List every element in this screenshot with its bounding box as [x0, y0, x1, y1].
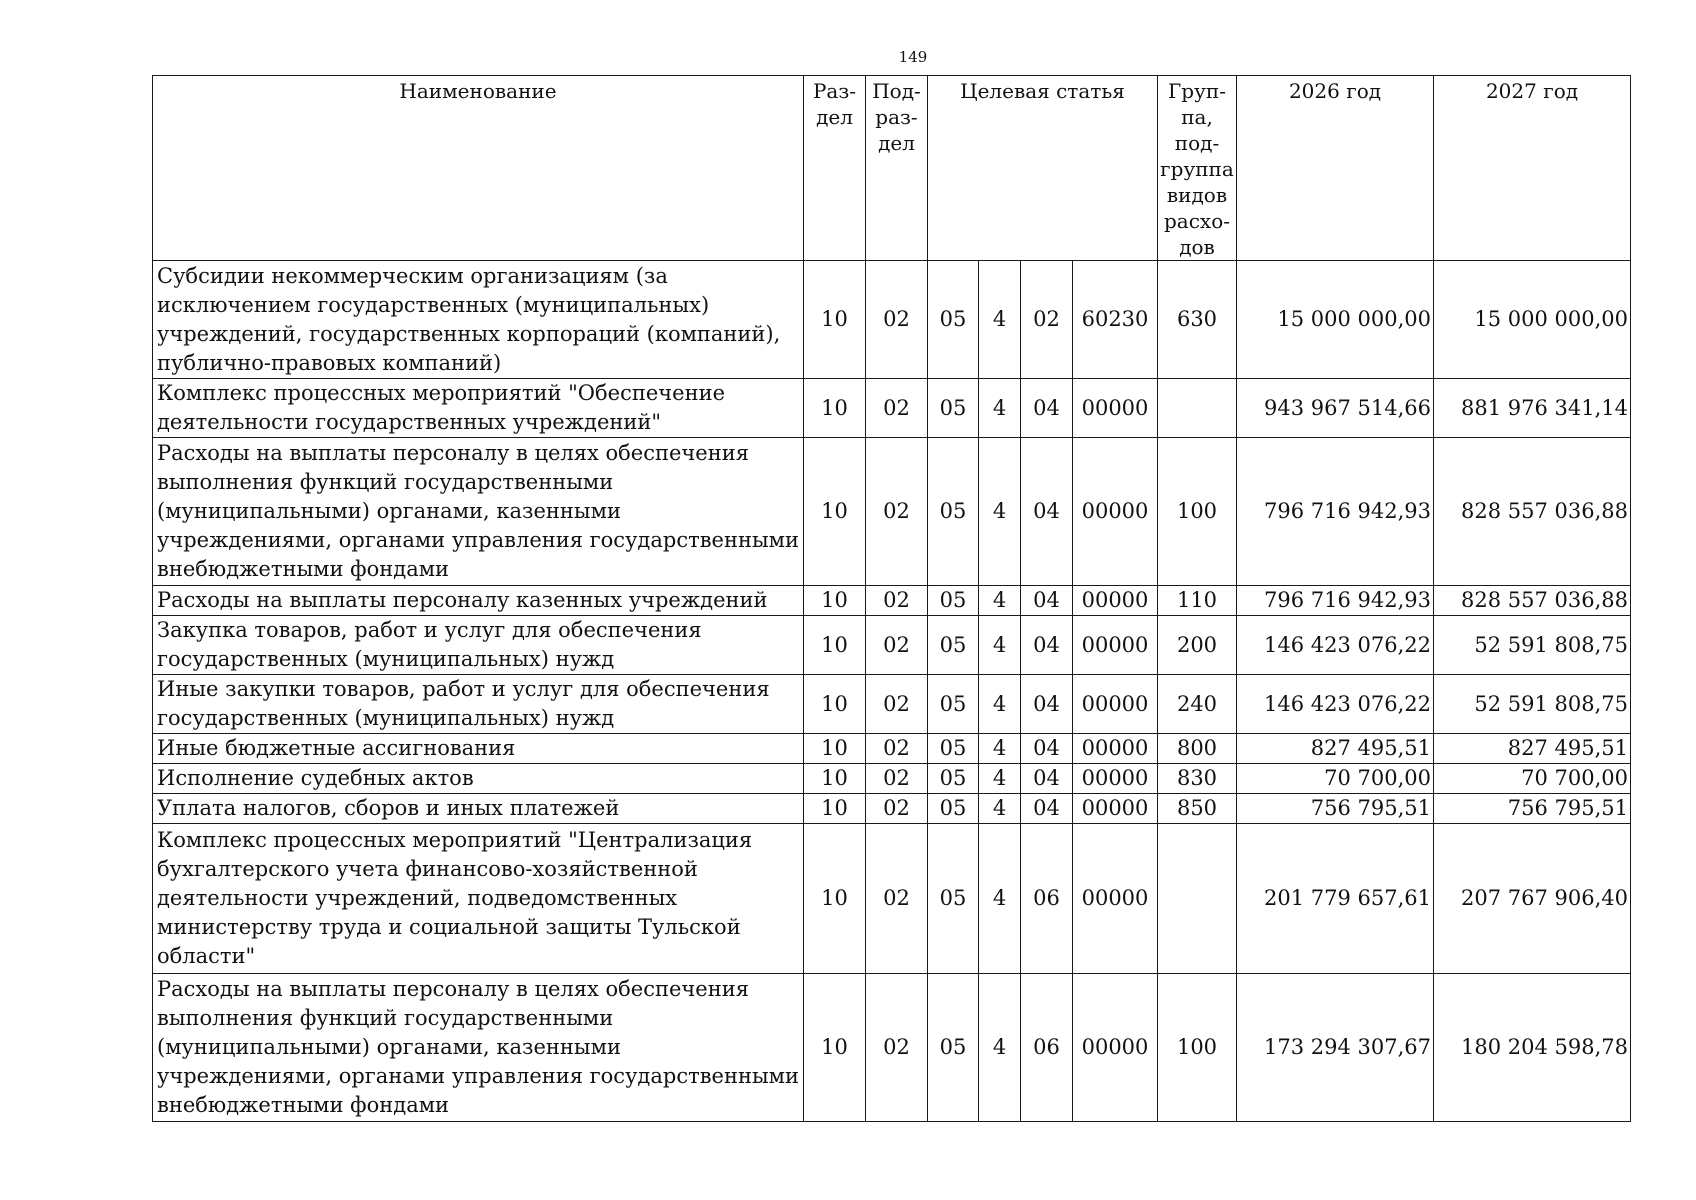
row-expense-group: 850 — [1158, 794, 1237, 824]
table-body — [153, 261, 1631, 1122]
row-target-type: 4 — [979, 794, 1021, 824]
row-target-program: 05 — [928, 261, 979, 379]
row-expense-group: 200 — [1158, 616, 1237, 675]
row-target-complex: 06 — [1021, 974, 1073, 1122]
row-target-complex: 02 — [1021, 261, 1073, 379]
row-subsection: 02 — [866, 734, 928, 764]
row-expense-group: 100 — [1158, 974, 1237, 1122]
row-expense-group: 240 — [1158, 675, 1237, 734]
row-amount-2026: 943 967 514,66 — [1237, 379, 1434, 438]
header-name: Наименование — [153, 76, 804, 261]
row-section: 10 — [804, 675, 866, 734]
row-target-complex: 06 — [1021, 824, 1073, 974]
row-target-program: 05 — [928, 824, 979, 974]
row-name: Комплекс процессных мероприятий "Централизация бухгалтерского учета финансово-хозяйственной деятельности учреждений, подведомственных министерству труда и социальной защиты Тульской области" — [153, 824, 804, 974]
row-amount-2026: 15 000 000,00 — [1237, 261, 1434, 379]
row-section: 10 — [804, 616, 866, 675]
row-amount-2026: 827 495,51 — [1237, 734, 1434, 764]
row-amount-2027: 52 591 808,75 — [1434, 675, 1631, 734]
row-section: 10 — [804, 379, 866, 438]
header-group: Груп- па, под- группа видов расхо- дов — [1158, 76, 1237, 261]
header-year-2026: 2026 год — [1237, 76, 1434, 261]
row-name: Закупка товаров, работ и услуг для обеспечения государственных (муниципальных) нужд — [153, 616, 804, 675]
row-target-program: 05 — [928, 734, 979, 764]
row-target-program: 05 — [928, 974, 979, 1122]
row-target-complex: 04 — [1021, 734, 1073, 764]
row-target-direction: 00000 — [1073, 824, 1158, 974]
row-name: Расходы на выплаты персоналу в целях обеспечения выполнения функций государственными (муниципальными) органами, казенными учреждениями, органами управления государственными внебюджетными фондами — [153, 974, 804, 1122]
row-target-direction: 00000 — [1073, 794, 1158, 824]
table-row — [153, 261, 1631, 379]
row-name: Иные бюджетные ассигнования — [153, 734, 804, 764]
row-amount-2027: 881 976 341,14 — [1434, 379, 1631, 438]
row-target-program: 05 — [928, 675, 979, 734]
header-row — [153, 76, 1631, 261]
table-row — [153, 974, 1631, 1122]
row-section: 10 — [804, 586, 866, 616]
table-row — [153, 379, 1631, 438]
row-expense-group: 110 — [1158, 586, 1237, 616]
row-name: Исполнение судебных актов — [153, 764, 804, 794]
row-target-complex: 04 — [1021, 379, 1073, 438]
row-amount-2026: 796 716 942,93 — [1237, 586, 1434, 616]
row-amount-2026: 146 423 076,22 — [1237, 616, 1434, 675]
row-target-direction: 60230 — [1073, 261, 1158, 379]
row-amount-2027: 828 557 036,88 — [1434, 586, 1631, 616]
row-amount-2027: 70 700,00 — [1434, 764, 1631, 794]
row-target-complex: 04 — [1021, 764, 1073, 794]
table-row — [153, 734, 1631, 764]
row-name: Субсидии некоммерческим организациям (за исключением государственных (муниципальных) учреждений, государственных корпораций (компаний), публично-правовых компаний) — [153, 261, 804, 379]
row-name: Уплата налогов, сборов и иных платежей — [153, 794, 804, 824]
row-amount-2027: 827 495,51 — [1434, 734, 1631, 764]
table-row — [153, 675, 1631, 734]
row-target-complex: 04 — [1021, 675, 1073, 734]
row-amount-2027: 15 000 000,00 — [1434, 261, 1631, 379]
row-name: Иные закупки товаров, работ и услуг для обеспечения государственных (муниципальных) нужд — [153, 675, 804, 734]
row-expense-group: 800 — [1158, 734, 1237, 764]
row-amount-2026: 756 795,51 — [1237, 794, 1434, 824]
table-row — [153, 616, 1631, 675]
row-target-complex: 04 — [1021, 616, 1073, 675]
table-row — [153, 824, 1631, 974]
row-target-type: 4 — [979, 764, 1021, 794]
row-target-program: 05 — [928, 764, 979, 794]
table-row — [153, 764, 1631, 794]
row-amount-2027: 756 795,51 — [1434, 794, 1631, 824]
row-expense-group: 830 — [1158, 764, 1237, 794]
row-expense-group — [1158, 824, 1237, 974]
row-target-complex: 04 — [1021, 586, 1073, 616]
row-target-program: 05 — [928, 379, 979, 438]
row-subsection: 02 — [866, 764, 928, 794]
row-section: 10 — [804, 974, 866, 1122]
row-amount-2026: 146 423 076,22 — [1237, 675, 1434, 734]
row-section: 10 — [804, 794, 866, 824]
header-year-2027: 2027 год — [1434, 76, 1631, 261]
row-expense-group: 100 — [1158, 438, 1237, 586]
row-target-direction: 00000 — [1073, 675, 1158, 734]
row-amount-2026: 70 700,00 — [1237, 764, 1434, 794]
row-target-type: 4 — [979, 675, 1021, 734]
row-target-complex: 04 — [1021, 438, 1073, 586]
row-section: 10 — [804, 764, 866, 794]
row-target-direction: 00000 — [1073, 734, 1158, 764]
row-section: 10 — [804, 734, 866, 764]
row-target-type: 4 — [979, 438, 1021, 586]
row-target-type: 4 — [979, 734, 1021, 764]
row-amount-2027: 52 591 808,75 — [1434, 616, 1631, 675]
row-subsection: 02 — [866, 675, 928, 734]
row-name: Расходы на выплаты персоналу казенных учреждений — [153, 586, 804, 616]
row-amount-2026: 796 716 942,93 — [1237, 438, 1434, 586]
row-amount-2027: 207 767 906,40 — [1434, 824, 1631, 974]
row-target-program: 05 — [928, 794, 979, 824]
row-section: 10 — [804, 824, 866, 974]
row-target-direction: 00000 — [1073, 616, 1158, 675]
row-target-program: 05 — [928, 616, 979, 675]
header-section: Раз- дел — [804, 76, 866, 261]
row-target-direction: 00000 — [1073, 379, 1158, 438]
row-target-type: 4 — [979, 261, 1021, 379]
row-subsection: 02 — [866, 794, 928, 824]
budget-table — [152, 75, 1631, 1122]
row-expense-group — [1158, 379, 1237, 438]
row-subsection: 02 — [866, 616, 928, 675]
row-target-type: 4 — [979, 974, 1021, 1122]
table-row — [153, 794, 1631, 824]
row-target-direction: 00000 — [1073, 438, 1158, 586]
row-target-direction: 00000 — [1073, 764, 1158, 794]
row-amount-2026: 173 294 307,67 — [1237, 974, 1434, 1122]
row-target-direction: 00000 — [1073, 586, 1158, 616]
header-target-article: Целевая статья — [928, 76, 1158, 261]
header-subsection: Под- раз- дел — [866, 76, 928, 261]
row-subsection: 02 — [866, 379, 928, 438]
row-target-type: 4 — [979, 379, 1021, 438]
row-target-type: 4 — [979, 824, 1021, 974]
row-target-complex: 04 — [1021, 794, 1073, 824]
page-number: 149 — [898, 48, 928, 66]
row-amount-2027: 180 204 598,78 — [1434, 974, 1631, 1122]
row-amount-2027: 828 557 036,88 — [1434, 438, 1631, 586]
row-subsection: 02 — [866, 824, 928, 974]
row-target-type: 4 — [979, 616, 1021, 675]
row-target-type: 4 — [979, 586, 1021, 616]
row-subsection: 02 — [866, 586, 928, 616]
row-target-program: 05 — [928, 586, 979, 616]
row-section: 10 — [804, 261, 866, 379]
table-row — [153, 438, 1631, 586]
row-section: 10 — [804, 438, 866, 586]
row-name: Комплекс процессных мероприятий "Обеспечение деятельности государственных учреждений" — [153, 379, 804, 438]
row-subsection: 02 — [866, 974, 928, 1122]
row-target-program: 05 — [928, 438, 979, 586]
row-amount-2026: 201 779 657,61 — [1237, 824, 1434, 974]
row-subsection: 02 — [866, 261, 928, 379]
row-expense-group: 630 — [1158, 261, 1237, 379]
row-subsection: 02 — [866, 438, 928, 586]
row-target-direction: 00000 — [1073, 974, 1158, 1122]
table-row — [153, 586, 1631, 616]
row-name: Расходы на выплаты персоналу в целях обеспечения выполнения функций государственными (муниципальными) органами, казенными учреждениями, органами управления государственными внебюджетными фондами — [153, 438, 804, 586]
